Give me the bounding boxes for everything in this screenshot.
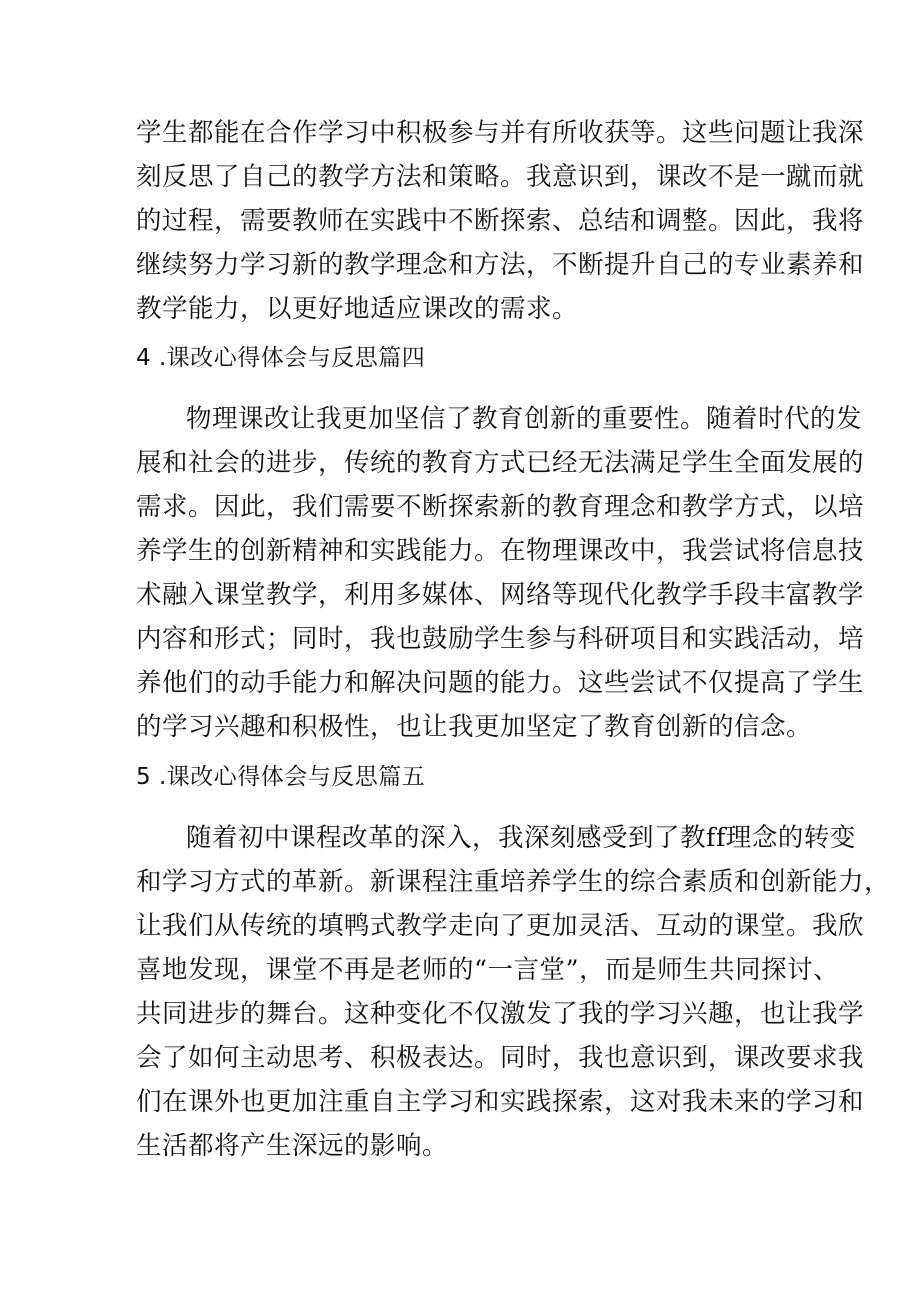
paragraph-line: 刻反思了自己的教学方法和策略。我意识到，课改不是一蹴而就: [136, 162, 865, 192]
paragraph-line: 让我们从传统的填鸭式教学走向了更加灵活、互动的课堂。我欣: [136, 911, 865, 941]
paragraph-line: 养他们的动手能力和解决问题的能力。这些尝试不仅提高了学生: [136, 668, 865, 698]
paragraph-line: 养学生的创新精神和实践能力。在物理课改中，我尝试将信息技: [136, 536, 865, 566]
section-heading-4: 4 .课改心得体会与反思篇四: [136, 345, 426, 371]
paragraph-line: 内容和形式；同时，我也鼓励学生参与科研项目和实践活动，培: [136, 624, 865, 654]
paragraph-line: 物理课改让我更加坚信了教育创新的重要性。随着时代的发: [186, 404, 863, 434]
paragraph-line: 喜地发现，课堂不再是老师的“一言堂”，而是师生共同探讨、: [136, 955, 840, 985]
paragraph-line: 学生都能在合作学习中积极参与并有所收获等。这些问题让我深: [136, 118, 865, 148]
paragraph-line: 们在课外也更加注重自主学习和实践探索，这对我未来的学习和: [136, 1087, 865, 1117]
paragraph-line: 教学能力，以更好地适应课改的需求。: [136, 294, 579, 324]
paragraph-line: 随着初中课程改革的深入，我深刻感受到了教ff理念的转变: [186, 823, 856, 853]
paragraph-line: 会了如何主动思考、积极表达。同时，我也意识到，课改要求我: [136, 1043, 865, 1073]
paragraph-line: 的过程，需要教师在实践中不断探索、总结和调整。因此，我将: [136, 206, 865, 236]
paragraph-line: 需求。因此，我们需要不断探索新的教育理念和教学方式，以培: [136, 492, 865, 522]
paragraph-line: 和学习方式的革新。新课程注重培养学生的综合素质和创新能力，: [136, 867, 891, 897]
paragraph-line: 共同进步的舞台。这种变化不仅激发了我的学习兴趣，也让我学: [136, 999, 865, 1029]
section-heading-5: 5 .课改心得体会与反思篇五: [136, 764, 426, 790]
paragraph-line: 继续努力学习新的教学理念和方法，不断提升自己的专业素养和: [136, 250, 865, 280]
paragraph-line: 展和社会的进步，传统的教育方式已经无法满足学生全面发展的: [136, 448, 865, 478]
paragraph-line: 生活都将产生深远的影响。: [136, 1131, 449, 1161]
paragraph-line: 的学习兴趣和积极性，也让我更加坚定了教育创新的信念。: [136, 712, 813, 742]
paragraph-line: 术融入课堂教学，利用多媒体、网络等现代化教学手段丰富教学: [136, 580, 865, 610]
